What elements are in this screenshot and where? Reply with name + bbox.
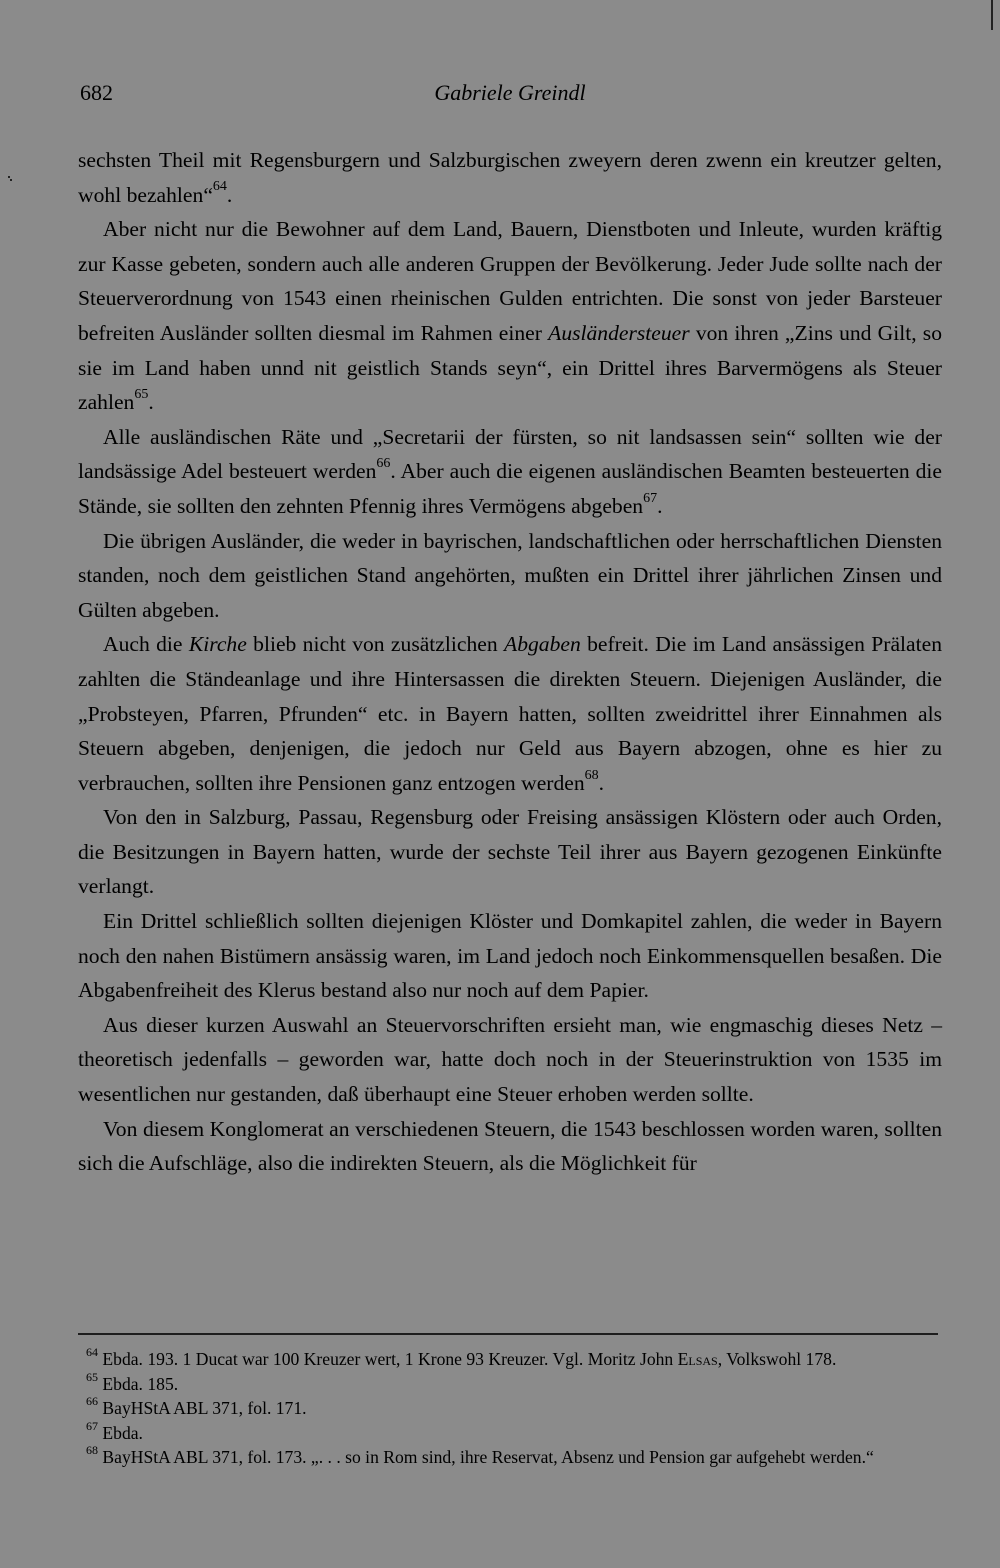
paragraph-2 <box>78 212 942 420</box>
footnote-65 <box>68 1369 940 1397</box>
body-text <box>78 143 942 1181</box>
footnote-ref-65: 65 <box>134 386 149 402</box>
footnote-ref-67: 67 <box>643 490 658 506</box>
running-head: Gabriele Greindl <box>434 80 586 105</box>
footnote-number: 65 <box>86 1369 98 1384</box>
page-header <box>80 80 940 110</box>
text-run: befreit. Die im Land ansässigen Prälaten zahlten die Ständeanlage und ihre Hintersassen die direkten Steuern. Diejenigen Ausländer, die „Probsteyen, Pfarren, Pfrunden“ etc. in Bayern hatten, sollten zweidrittel ihrer Einnahmen als Steuern abgeben, denjenigen, die jedoch nur Geld aus Bayern abzogen, ohne es hier zu verbrauchen, sollten ihre Pensionen ganz entzogen werden <box>78 632 942 795</box>
footnote-rule <box>78 1333 938 1335</box>
speck <box>10 179 12 181</box>
footnote-text: , Volkswohl 178. <box>717 1349 837 1369</box>
footnotes <box>68 1347 940 1470</box>
footnote-number: 67 <box>86 1418 98 1433</box>
emphasis: Abgaben <box>504 632 581 657</box>
paragraph-6: Von den in Salzburg, Passau, Regensburg oder Freising ansässigen Klöstern oder auch Orden, die Besitzungen in Bayern hatten, wurde der sechste Teil ihrer aus Bayern gezogenen Einkünfte verlangt. <box>78 805 942 899</box>
text-run: blieb nicht von zusätzlichen <box>246 632 504 657</box>
emphasis: Kirche <box>188 632 247 657</box>
footnote-ref-64: 64 <box>212 179 227 195</box>
footnote-ref-66: 66 <box>376 456 391 472</box>
footnote-text: Ebda. 193. 1 Ducat war 100 Kreuzer wert, 1 Krone 93 Kreuzer. Vgl. Moritz John <box>102 1349 678 1369</box>
paragraph-9: Von diesem Konglomerat an verschiedenen Steuern, die 1543 beschlossen worden waren, sollten sich die Aufschläge, also die indirekten Steuern, als die Möglichkeit für <box>78 1116 942 1176</box>
paragraph-1 <box>78 143 942 212</box>
page-number: 682 <box>80 80 113 105</box>
footnote-text: BayHStA ABL 371, fol. 171. <box>102 1398 307 1418</box>
footnote-text: BayHStA ABL 371, fol. 173. „. . . so in Rom sind, ihre Reservat, Absenz und Pension gar aufgehebt werden.“ <box>102 1447 874 1467</box>
author-name: Elsas <box>677 1349 718 1369</box>
text-run: Auch die <box>103 632 189 657</box>
text-run: sechsten Theil mit Regensburgern und Salzburgischen zweyern deren zwenn ein kreutzer gelten, wohl bezahlen“ <box>78 148 942 207</box>
footnote-ref-68: 68 <box>584 767 599 783</box>
paragraph-5 <box>78 627 942 800</box>
footnote-68 <box>68 1445 940 1470</box>
emphasis: Ausländersteuer <box>548 320 690 345</box>
speck <box>8 176 10 178</box>
text-run: . <box>226 182 233 207</box>
footnote-66 <box>68 1396 940 1421</box>
footnote-text: Ebda. 185. <box>102 1373 179 1394</box>
text-run: . <box>148 390 154 415</box>
footnote-number: 66 <box>86 1394 98 1409</box>
footnote-67 <box>68 1418 940 1446</box>
footnote-text: Ebda. <box>102 1422 143 1443</box>
text-run: von ihren „Zins und Gilt, so sie im Land haben unnd nit geistlich Stands seyn“, ein Drittel ihres Barvermögens als Steuer zahlen <box>78 320 942 415</box>
paragraph-4: Die übrigen Ausländer, die weder in bayrischen, landschaftlichen oder herrschaftlichen Diensten standen, noch dem geistlichen Stand angehörten, mußten ein Drittel ihrer jährlichen Zinsen und Gülten abgeben. <box>78 528 942 622</box>
footnote-number: 64 <box>86 1345 98 1360</box>
text-run: . Aber auch die eigenen ausländischen Beamten besteuerten die Stände, sie sollten den zehnten Pfennig ihres Vermögens abgeben <box>78 459 942 518</box>
text-run: . <box>598 770 605 795</box>
paragraph-7: Ein Drittel schließlich sollten diejenigen Klöster und Domkapitel zahlen, die weder in Bayern noch den nahen Bistümern ansässig waren, im Land jedoch noch Einkommensquellen besaßen. Die Abgabenfreiheit des Klerus bestand also nur noch auf dem Papier. <box>78 909 942 1003</box>
text-run: Alle ausländischen Räte und „Secretarii der fürsten, so nit landsassen sein“ sollten wie der landsässige Adel besteuert werden <box>78 424 942 484</box>
paragraph-3 <box>78 420 942 524</box>
speck <box>991 0 993 30</box>
text-run: Aber nicht nur die Bewohner auf dem Land, Bauern, Dienstboten und Inleute, wurden kräftig zur Kasse gebeten, sondern auch alle anderen Gruppen der Bevölkerung. Jeder Jude sollte nach der Steuerverordnung von 1543 einen rheinischen Gulden entrichten. Die sonst von jeder Barsteuer befreiten Ausländer sollten diesmal im Rahmen einer <box>78 217 942 345</box>
footnote-number: 68 <box>86 1443 98 1458</box>
text-run: . <box>657 493 663 518</box>
paragraph-8: Aus dieser kurzen Auswahl an Steuervorschriften ersieht man, wie engmaschig dieses Netz – theoretisch jedenfalls – geworden war, hatte doch noch in der Steuerinstruktion von 1535 im wesentlichen nur gestanden, daß überhaupt eine Steuer erhoben werden sollte. <box>78 1012 942 1107</box>
footnote-64 <box>68 1347 940 1372</box>
